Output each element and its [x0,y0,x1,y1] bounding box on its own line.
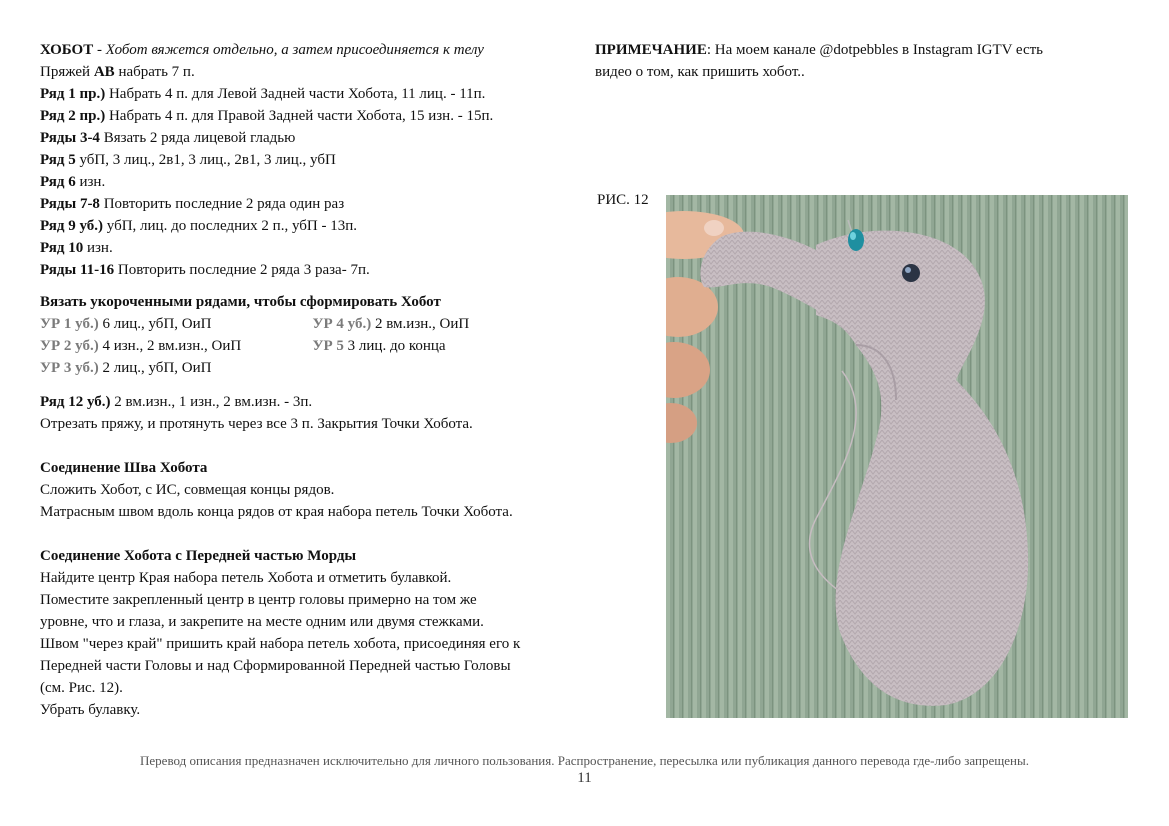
elephant-illustration [666,195,1128,718]
row-line: Ряд 10 изн. [40,240,113,256]
row-line: Ряды 11-16 Повторить последние 2 ряда 3 раза- 7п. [40,262,370,278]
seam-heading: Соединение Шва Хобота [40,460,208,476]
cast-on-line: Пряжей AB набрать 7 п. [40,64,195,80]
attach-heading: Соединение Хобота с Передней частью Морды [40,548,357,564]
row-line: Ряд 6 изн. [40,174,106,190]
short-rows-heading: Вязать укороченными рядами, чтобы сформировать Хобот [40,294,441,310]
attach-line: Найдите центр Края набора петель Хобота и отметить булавкой. [40,570,452,586]
instructions-column [40,39,585,721]
note-text-2: видео о том, как пришить хобот.. [595,64,805,80]
title-bold: ХОБОТ [40,42,94,58]
short-rows-line: УР 2 уб.) 4 изн., 2 вм.изн., ОиП УР 5 3 лиц. до конца [40,338,446,354]
short-rows-line: УР 3 уб.) 2 лиц., убП, ОиП [40,360,212,376]
note-text: : На моем канале @dotpebbles в Instagram IGTV есть [706,42,1044,58]
row-line: Ряд 5 убП, 3 лиц., 2в1, 3 лиц., 2в1, 3 лиц., убП [40,152,336,168]
seam-line: Матрасным швом вдоль конца рядов от края набора петель Точки Хобота. [40,504,513,520]
attach-line: Убрать булавку. [40,702,141,718]
row-line: Ряд 9 уб.) убП, лиц. до последних 2 п., убП - 13п. [40,218,357,234]
button-eye [902,264,920,282]
note-block [595,39,1135,83]
title-italic: Хобот вяжется отдельно, а затем присоединяется к телу [105,42,484,58]
knitted-elephant-photo [666,195,1128,718]
figure-label: РИС. 12 [597,192,649,208]
attach-line: уровне, что и глаза, и закрепите на месте одним или двумя стежками. [40,614,484,630]
note-label: ПРИМЕЧАНИЕ [595,42,707,58]
page-number: 11 [577,770,592,786]
row-line: Ряды 7-8 Повторить последние 2 ряда один раз [40,196,345,212]
row-line: Ряды 3-4 Вязать 2 ряда лицевой гладью [40,130,296,146]
attach-line: Швом "через край" пришить край набора петель хобота, присоединяя его к [40,636,521,652]
row-line: Ряд 2 пр.) Набрать 4 п. для Правой Задней части Хобота, 15 изн. - 15п. [40,108,494,124]
attach-line: Передней части Головы и над Сформированной Передней частью Головы [40,658,511,674]
cut-yarn-line: Отрезать пряжу, и протянуть через все 3 п. Закрытия Точки Хобота. [40,416,473,432]
attach-line: (см. Рис. 12). [40,680,123,696]
row-line: Ряд 1 пр.) Набрать 4 п. для Левой Задней части Хобота, 11 лиц. - 11п. [40,86,486,102]
short-rows-line: УР 1 уб.) 6 лиц., убП, ОиП УР 4 уб.) 2 вм.изн., ОиП [40,316,470,332]
seam-line: Сложить Хобот, с ИС, совмещая концы рядов. [40,482,335,498]
disclaimer-footer: Перевод описания предназначен исключительно для личного пользования. Распространение, пересылка или публикация данного перевода где-либо запрещены. [140,753,1029,768]
section-title [40,39,585,61]
row-12-line: Ряд 12 уб.) 2 вм.изн., 1 изн., 2 вм.изн. - 3п. [40,394,313,410]
title-separator: - [93,42,106,58]
attach-line: Поместите закрепленный центр в центр головы примерно на том же [40,592,477,608]
